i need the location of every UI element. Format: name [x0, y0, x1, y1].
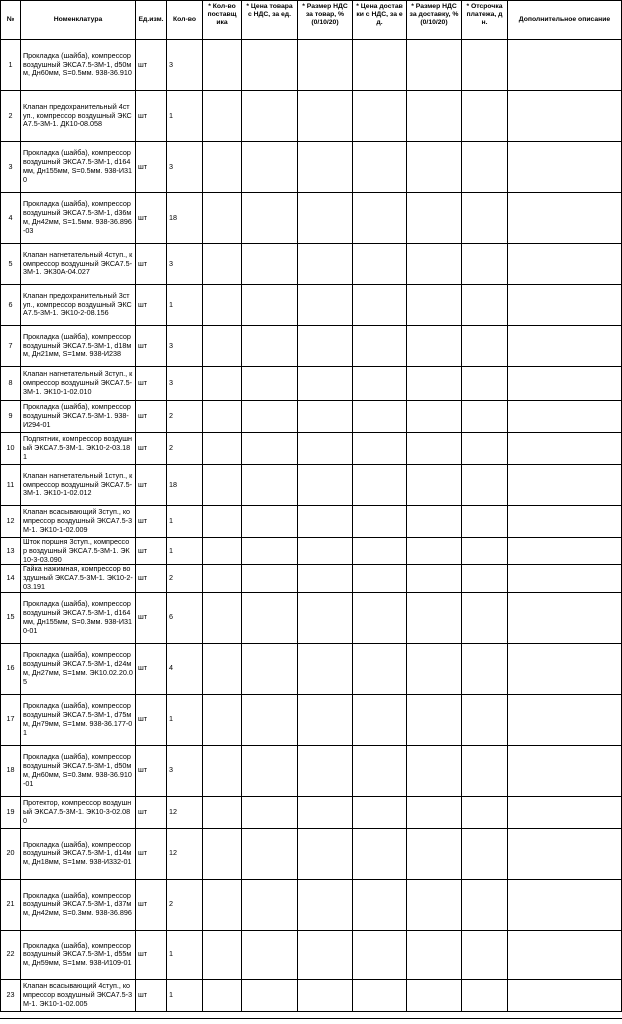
row-number-cell[interactable]: 14 [1, 565, 21, 592]
quantity-cell[interactable]: 3 [167, 367, 203, 401]
delivery-price-cell[interactable] [353, 828, 407, 879]
row-number-cell[interactable]: 12 [1, 506, 21, 538]
supplier-quantity-cell[interactable] [203, 285, 242, 326]
price-with-vat-cell[interactable] [242, 538, 298, 565]
header-number: № [1, 1, 21, 40]
payment-deferral-cell[interactable] [462, 565, 508, 592]
supplier-quantity-cell[interactable] [203, 326, 242, 367]
row-number-cell[interactable]: 9 [1, 401, 21, 433]
unit-cell[interactable]: шт [136, 745, 167, 796]
delivery-price-cell[interactable] [353, 565, 407, 592]
payment-deferral-cell[interactable] [462, 465, 508, 506]
payment-deferral-cell[interactable] [462, 643, 508, 694]
quantity-cell[interactable]: 3 [167, 142, 203, 193]
delivery-price-cell[interactable] [353, 930, 407, 979]
payment-deferral-cell[interactable] [462, 40, 508, 91]
table-row [1, 506, 622, 538]
page-bottom-rule [0, 1018, 622, 1019]
price-with-vat-cell[interactable] [242, 193, 298, 244]
payment-deferral-cell[interactable] [462, 694, 508, 745]
table-row [1, 643, 622, 694]
row-number-cell[interactable]: 5 [1, 244, 21, 285]
quantity-cell[interactable]: 1 [167, 538, 203, 565]
delivery-price-cell[interactable] [353, 745, 407, 796]
nomenclature-cell[interactable]: Клапан всасывающий 3ступ., компрессор воздушный ЭКСА7.5-3М-1. ЭК10-1-02.009 [21, 506, 136, 538]
vat-rate-delivery-cell[interactable] [407, 565, 462, 592]
vat-rate-goods-cell[interactable] [298, 193, 353, 244]
vat-rate-delivery-cell[interactable] [407, 367, 462, 401]
vat-rate-goods-cell[interactable] [298, 828, 353, 879]
vat-rate-goods-cell[interactable] [298, 465, 353, 506]
payment-deferral-cell[interactable] [462, 828, 508, 879]
unit-cell[interactable]: шт [136, 326, 167, 367]
supplier-quantity-cell[interactable] [203, 565, 242, 592]
nomenclature-cell[interactable]: Прокладка (шайба), компрессор воздушный ЭКСА7.5-3М-1, d36мм, Дн42мм, S=1.5мм. 938-36.896-03 [21, 193, 136, 244]
vat-rate-goods-cell[interactable] [298, 506, 353, 538]
vat-rate-delivery-cell[interactable] [407, 91, 462, 142]
supplier-quantity-cell[interactable] [203, 465, 242, 506]
unit-cell[interactable]: шт [136, 796, 167, 828]
payment-deferral-cell[interactable] [462, 244, 508, 285]
price-with-vat-cell[interactable] [242, 979, 298, 1011]
delivery-price-cell[interactable] [353, 592, 407, 643]
unit-cell[interactable]: шт [136, 694, 167, 745]
payment-deferral-cell[interactable] [462, 401, 508, 433]
table-row [1, 828, 622, 879]
supplier-quantity-cell[interactable] [203, 592, 242, 643]
vat-rate-goods-cell[interactable] [298, 244, 353, 285]
vat-rate-delivery-cell[interactable] [407, 643, 462, 694]
delivery-price-cell[interactable] [353, 465, 407, 506]
vat-rate-delivery-cell[interactable] [407, 828, 462, 879]
vat-rate-delivery-cell[interactable] [407, 930, 462, 979]
unit-cell[interactable]: шт [136, 433, 167, 465]
additional-description-cell[interactable] [508, 930, 622, 979]
supplier-quantity-cell[interactable] [203, 244, 242, 285]
price-with-vat-cell[interactable] [242, 796, 298, 828]
additional-description-cell[interactable] [508, 401, 622, 433]
additional-description-cell[interactable] [508, 193, 622, 244]
unit-cell[interactable]: шт [136, 193, 167, 244]
payment-deferral-cell[interactable] [462, 745, 508, 796]
additional-description-cell[interactable] [508, 433, 622, 465]
price-with-vat-cell[interactable] [242, 401, 298, 433]
supplier-quantity-cell[interactable] [203, 796, 242, 828]
supplier-quantity-cell[interactable] [203, 930, 242, 979]
vat-rate-delivery-cell[interactable] [407, 401, 462, 433]
quantity-cell[interactable]: 2 [167, 433, 203, 465]
supplier-quantity-cell[interactable] [203, 694, 242, 745]
header-vat-rate-goods: * Размер НДС за товар, % (0/10/20) [298, 1, 353, 40]
vat-rate-goods-cell[interactable] [298, 285, 353, 326]
additional-description-cell[interactable] [508, 694, 622, 745]
vat-rate-delivery-cell[interactable] [407, 244, 462, 285]
nomenclature-cell[interactable]: Подпятник, компрессор воздушный ЭКСА7.5-3М-1. ЭК10-2-03.181 [21, 433, 136, 465]
additional-description-cell[interactable] [508, 828, 622, 879]
supplier-quantity-cell[interactable] [203, 506, 242, 538]
unit-cell[interactable]: шт [136, 285, 167, 326]
price-with-vat-cell[interactable] [242, 367, 298, 401]
payment-deferral-cell[interactable] [462, 930, 508, 979]
payment-deferral-cell[interactable] [462, 592, 508, 643]
row-number-cell[interactable]: 11 [1, 465, 21, 506]
nomenclature-cell[interactable]: Прокладка (шайба), компрессор воздушный ЭКСА7.5-3М-1, d37мм, Дн42мм, S=0.3мм. 938-36.896 [21, 879, 136, 930]
vat-rate-delivery-cell[interactable] [407, 538, 462, 565]
quantity-cell[interactable]: 2 [167, 879, 203, 930]
unit-cell[interactable]: шт [136, 401, 167, 433]
additional-description-cell[interactable] [508, 40, 622, 91]
payment-deferral-cell[interactable] [462, 538, 508, 565]
quantity-cell[interactable]: 1 [167, 285, 203, 326]
supplier-quantity-cell[interactable] [203, 643, 242, 694]
additional-description-cell[interactable] [508, 91, 622, 142]
nomenclature-cell[interactable]: Клапан всасывающий 4ступ., компрессор воздушный ЭКСА7.5-3М-1. ЭК10-1-02.005 [21, 979, 136, 1011]
row-number-cell[interactable]: 3 [1, 142, 21, 193]
unit-cell[interactable]: шт [136, 979, 167, 1011]
vat-rate-goods-cell[interactable] [298, 367, 353, 401]
row-number-cell[interactable]: 18 [1, 745, 21, 796]
vat-rate-delivery-cell[interactable] [407, 285, 462, 326]
quantity-cell[interactable]: 3 [167, 745, 203, 796]
table-row [1, 565, 622, 592]
nomenclature-cell[interactable]: Прокладка (шайба), компрессор воздушный ЭКСА7.5-3М-1, d75мм, Дн79мм, S=1мм. 938-36.177-01 [21, 694, 136, 745]
nomenclature-cell[interactable]: Прокладка (шайба), компрессор воздушный ЭКСА7.5-3М-1, d14мм, Дн18мм, S=1мм. 938-И332-01 [21, 828, 136, 879]
vat-rate-delivery-cell[interactable] [407, 433, 462, 465]
payment-deferral-cell[interactable] [462, 879, 508, 930]
payment-deferral-cell[interactable] [462, 91, 508, 142]
price-with-vat-cell[interactable] [242, 828, 298, 879]
unit-cell[interactable]: шт [136, 930, 167, 979]
vat-rate-goods-cell[interactable] [298, 40, 353, 91]
quantity-cell[interactable]: 2 [167, 565, 203, 592]
price-with-vat-cell[interactable] [242, 745, 298, 796]
delivery-price-cell[interactable] [353, 193, 407, 244]
quantity-cell[interactable]: 6 [167, 592, 203, 643]
price-with-vat-cell[interactable] [242, 433, 298, 465]
row-number-cell[interactable]: 2 [1, 91, 21, 142]
vat-rate-goods-cell[interactable] [298, 401, 353, 433]
supplier-quantity-cell[interactable] [203, 40, 242, 91]
quantity-cell[interactable]: 3 [167, 326, 203, 367]
payment-deferral-cell[interactable] [462, 979, 508, 1011]
price-with-vat-cell[interactable] [242, 40, 298, 91]
unit-cell[interactable]: шт [136, 465, 167, 506]
unit-cell[interactable]: шт [136, 565, 167, 592]
quantity-cell[interactable]: 18 [167, 465, 203, 506]
vat-rate-goods-cell[interactable] [298, 142, 353, 193]
price-with-vat-cell[interactable] [242, 643, 298, 694]
price-with-vat-cell[interactable] [242, 285, 298, 326]
payment-deferral-cell[interactable] [462, 433, 508, 465]
delivery-price-cell[interactable] [353, 643, 407, 694]
header-vat-rate-delivery: * Размер НДС за доставку, % (0/10/20) [407, 1, 462, 40]
quantity-cell[interactable]: 1 [167, 979, 203, 1011]
unit-cell[interactable]: шт [136, 91, 167, 142]
payment-deferral-cell[interactable] [462, 367, 508, 401]
vat-rate-delivery-cell[interactable] [407, 592, 462, 643]
payment-deferral-cell[interactable] [462, 326, 508, 367]
unit-cell[interactable]: шт [136, 828, 167, 879]
nomenclature-cell[interactable]: Прокладка (шайба), компрессор воздушный ЭКСА7.5-3М-1, d24мм, Дн27мм, S=1мм. ЭК10.02.20.05 [21, 643, 136, 694]
unit-cell[interactable]: шт [136, 142, 167, 193]
quantity-cell[interactable]: 18 [167, 193, 203, 244]
vat-rate-delivery-cell[interactable] [407, 193, 462, 244]
quantity-cell[interactable]: 1 [167, 506, 203, 538]
delivery-price-cell[interactable] [353, 40, 407, 91]
row-number-cell[interactable]: 23 [1, 979, 21, 1011]
nomenclature-cell[interactable]: Клапан предохранительный 3ступ., компрессор воздушный ЭКСА7.5-3М-1. ЭК10-2-08.156 [21, 285, 136, 326]
vat-rate-delivery-cell[interactable] [407, 326, 462, 367]
nomenclature-cell[interactable]: Прокладка (шайба), компрессор воздушный ЭКСА7.5-3М-1, d55мм, Дн59мм, S=1мм. 938-И109-01 [21, 930, 136, 979]
row-number-cell[interactable]: 6 [1, 285, 21, 326]
unit-cell[interactable]: шт [136, 879, 167, 930]
vat-rate-delivery-cell[interactable] [407, 40, 462, 91]
delivery-price-cell[interactable] [353, 401, 407, 433]
supplier-quantity-cell[interactable] [203, 367, 242, 401]
quantity-cell[interactable]: 3 [167, 40, 203, 91]
supplier-quantity-cell[interactable] [203, 91, 242, 142]
vat-rate-goods-cell[interactable] [298, 796, 353, 828]
additional-description-cell[interactable] [508, 244, 622, 285]
supplier-quantity-cell[interactable] [203, 538, 242, 565]
delivery-price-cell[interactable] [353, 694, 407, 745]
nomenclature-cell[interactable]: Клапан нагнетательный 1ступ., компрессор воздушный ЭКСА7.5-3М-1. ЭК10-1-02.012 [21, 465, 136, 506]
row-number-cell[interactable]: 16 [1, 643, 21, 694]
row-number-cell[interactable]: 1 [1, 40, 21, 91]
table-row [1, 538, 622, 565]
vat-rate-goods-cell[interactable] [298, 538, 353, 565]
price-with-vat-cell[interactable] [242, 879, 298, 930]
table-row [1, 193, 622, 244]
vat-rate-goods-cell[interactable] [298, 745, 353, 796]
vat-rate-delivery-cell[interactable] [407, 465, 462, 506]
supplier-quantity-cell[interactable] [203, 433, 242, 465]
nomenclature-cell[interactable]: Клапан предохранительный 4ступ., компрессор воздушный ЭКСА7.5-3М-1. ДК10-08.058 [21, 91, 136, 142]
header-nomenclature: Номенклатура [21, 1, 136, 40]
table-row [1, 930, 622, 979]
vat-rate-goods-cell[interactable] [298, 930, 353, 979]
vat-rate-delivery-cell[interactable] [407, 142, 462, 193]
unit-cell[interactable]: шт [136, 643, 167, 694]
supplier-quantity-cell[interactable] [203, 401, 242, 433]
vat-rate-delivery-cell[interactable] [407, 879, 462, 930]
nomenclature-cell[interactable]: Гайка нажимная, компрессор воздушный ЭКСА7.5-3М-1. ЭК10-2-03.191 [21, 565, 136, 592]
delivery-price-cell[interactable] [353, 326, 407, 367]
header-delivery-price: * Цена достав ки с НДС, за е д. [353, 1, 407, 40]
additional-description-cell[interactable] [508, 506, 622, 538]
row-number-cell[interactable]: 4 [1, 193, 21, 244]
vat-rate-delivery-cell[interactable] [407, 796, 462, 828]
price-with-vat-cell[interactable] [242, 91, 298, 142]
row-number-cell[interactable]: 15 [1, 592, 21, 643]
vat-rate-goods-cell[interactable] [298, 91, 353, 142]
vat-rate-goods-cell[interactable] [298, 326, 353, 367]
table-body [1, 40, 622, 1012]
header-supplier-quantity: * Кол-во поставщ ика [203, 1, 242, 40]
payment-deferral-cell[interactable] [462, 285, 508, 326]
table-row [1, 592, 622, 643]
row-number-cell[interactable]: 13 [1, 538, 21, 565]
header-price-with-vat: * Цена товара с НДС, за ед. [242, 1, 298, 40]
row-number-cell[interactable]: 7 [1, 326, 21, 367]
delivery-price-cell[interactable] [353, 142, 407, 193]
table-row [1, 326, 622, 367]
price-with-vat-cell[interactable] [242, 465, 298, 506]
additional-description-cell[interactable] [508, 538, 622, 565]
additional-description-cell[interactable] [508, 592, 622, 643]
table-row [1, 401, 622, 433]
row-number-cell[interactable]: 22 [1, 930, 21, 979]
supplier-quantity-cell[interactable] [203, 142, 242, 193]
table-row [1, 40, 622, 91]
header-unit: Ед.изм. [136, 1, 167, 40]
additional-description-cell[interactable] [508, 367, 622, 401]
supplier-quantity-cell[interactable] [203, 828, 242, 879]
vat-rate-delivery-cell[interactable] [407, 506, 462, 538]
table-row [1, 796, 622, 828]
vat-rate-goods-cell[interactable] [298, 433, 353, 465]
quantity-cell[interactable]: 12 [167, 796, 203, 828]
supplier-quantity-cell[interactable] [203, 193, 242, 244]
vat-rate-goods-cell[interactable] [298, 643, 353, 694]
nomenclature-cell[interactable]: Протектор, компрессор воздушный ЭКСА7.5-3М-1. ЭК10-3-02.080 [21, 796, 136, 828]
table-row [1, 694, 622, 745]
additional-description-cell[interactable] [508, 142, 622, 193]
additional-description-cell[interactable] [508, 465, 622, 506]
nomenclature-cell[interactable]: Прокладка (шайба), компрессор воздушный ЭКСА7.5-3М-1, d50мм, Дн60мм, S=0.3мм. 938-36.910-01 [21, 745, 136, 796]
additional-description-cell[interactable] [508, 285, 622, 326]
vat-rate-delivery-cell[interactable] [407, 694, 462, 745]
vat-rate-goods-cell[interactable] [298, 979, 353, 1011]
payment-deferral-cell[interactable] [462, 193, 508, 244]
header-additional-description: Дополнительное описание [508, 1, 622, 40]
unit-cell[interactable]: шт [136, 367, 167, 401]
delivery-price-cell[interactable] [353, 285, 407, 326]
nomenclature-cell[interactable]: Прокладка (шайба), компрессор воздушный ЭКСА7.5-3М-1, d164мм, Дн155мм, S=0.5мм. 938-И310 [21, 142, 136, 193]
delivery-price-cell[interactable] [353, 433, 407, 465]
quantity-cell[interactable]: 1 [167, 91, 203, 142]
vat-rate-goods-cell[interactable] [298, 592, 353, 643]
additional-description-cell[interactable] [508, 745, 622, 796]
price-with-vat-cell[interactable] [242, 694, 298, 745]
nomenclature-cell[interactable]: Прокладка (шайба), компрессор воздушный ЭКСА7.5-3М-1, d18мм, Дн21мм, S=1мм. 938-И238 [21, 326, 136, 367]
quantity-cell[interactable]: 3 [167, 244, 203, 285]
header-quantity: Кол-во [167, 1, 203, 40]
table-row [1, 91, 622, 142]
unit-cell[interactable]: шт [136, 244, 167, 285]
payment-deferral-cell[interactable] [462, 142, 508, 193]
payment-deferral-cell[interactable] [462, 796, 508, 828]
unit-cell[interactable]: шт [136, 40, 167, 91]
unit-cell[interactable]: шт [136, 538, 167, 565]
table-row [1, 367, 622, 401]
supplier-quantity-cell[interactable] [203, 745, 242, 796]
row-number-cell[interactable]: 21 [1, 879, 21, 930]
supplier-quantity-cell[interactable] [203, 979, 242, 1011]
delivery-price-cell[interactable] [353, 796, 407, 828]
table-row [1, 433, 622, 465]
table-row [1, 285, 622, 326]
additional-description-cell[interactable] [508, 879, 622, 930]
nomenclature-cell[interactable]: Прокладка (шайба), компрессор воздушный ЭКСА7.5-3М-1, d164мм, Дн155мм, S=0.3мм. 938-И310-01 [21, 592, 136, 643]
row-number-cell[interactable]: 19 [1, 796, 21, 828]
nomenclature-cell[interactable]: Клапан нагнетательный 3ступ., компрессор воздушный ЭКСА7.5-3М-1. ЭК10-1-02.010 [21, 367, 136, 401]
header-payment-deferral: * Отсрочка платежа, д н. [462, 1, 508, 40]
quantity-cell[interactable]: 1 [167, 694, 203, 745]
table-row [1, 879, 622, 930]
quantity-cell[interactable]: 12 [167, 828, 203, 879]
nomenclature-cell[interactable]: Прокладка (шайба), компрессор воздушный ЭКСА7.5-3М-1, d50мм, Дн60мм, S=0.5мм. 938-36.910 [21, 40, 136, 91]
quantity-cell[interactable]: 4 [167, 643, 203, 694]
row-number-cell[interactable]: 17 [1, 694, 21, 745]
price-with-vat-cell[interactable] [242, 142, 298, 193]
quantity-cell[interactable]: 2 [167, 401, 203, 433]
price-with-vat-cell[interactable] [242, 930, 298, 979]
table-row [1, 465, 622, 506]
delivery-price-cell[interactable] [353, 244, 407, 285]
row-number-cell[interactable]: 10 [1, 433, 21, 465]
price-with-vat-cell[interactable] [242, 565, 298, 592]
additional-description-cell[interactable] [508, 565, 622, 592]
vat-rate-delivery-cell[interactable] [407, 745, 462, 796]
additional-description-cell[interactable] [508, 643, 622, 694]
delivery-price-cell[interactable] [353, 91, 407, 142]
unit-cell[interactable]: шт [136, 592, 167, 643]
vat-rate-delivery-cell[interactable] [407, 979, 462, 1011]
vat-rate-goods-cell[interactable] [298, 879, 353, 930]
payment-deferral-cell[interactable] [462, 506, 508, 538]
quantity-cell[interactable]: 1 [167, 930, 203, 979]
price-with-vat-cell[interactable] [242, 506, 298, 538]
nomenclature-cell[interactable]: Шток поршня 3ступ., компрессор воздушный ЭКСА7.5-3М-1. ЭК10-3-03.090 [21, 538, 136, 565]
vat-rate-goods-cell[interactable] [298, 694, 353, 745]
unit-cell[interactable]: шт [136, 506, 167, 538]
nomenclature-cell[interactable]: Клапан нагнетательный 4ступ., компрессор воздушный ЭКСА7.5-3М-1. ЭК30А-04.027 [21, 244, 136, 285]
price-with-vat-cell[interactable] [242, 592, 298, 643]
delivery-price-cell[interactable] [353, 879, 407, 930]
price-with-vat-cell[interactable] [242, 326, 298, 367]
row-number-cell[interactable]: 20 [1, 828, 21, 879]
row-number-cell[interactable]: 8 [1, 367, 21, 401]
delivery-price-cell[interactable] [353, 506, 407, 538]
delivery-price-cell[interactable] [353, 538, 407, 565]
nomenclature-cell[interactable]: Прокладка (шайба), компрессор воздушный ЭКСА7.5-3М-1. 938-И294-01 [21, 401, 136, 433]
table-row [1, 745, 622, 796]
delivery-price-cell[interactable] [353, 979, 407, 1011]
header-row [1, 1, 622, 40]
table-row [1, 979, 622, 1011]
additional-description-cell[interactable] [508, 326, 622, 367]
additional-description-cell[interactable] [508, 796, 622, 828]
supplier-quantity-cell[interactable] [203, 879, 242, 930]
price-with-vat-cell[interactable] [242, 244, 298, 285]
vat-rate-goods-cell[interactable] [298, 565, 353, 592]
additional-description-cell[interactable] [508, 979, 622, 1011]
table-row [1, 142, 622, 193]
table-row [1, 244, 622, 285]
delivery-price-cell[interactable] [353, 367, 407, 401]
